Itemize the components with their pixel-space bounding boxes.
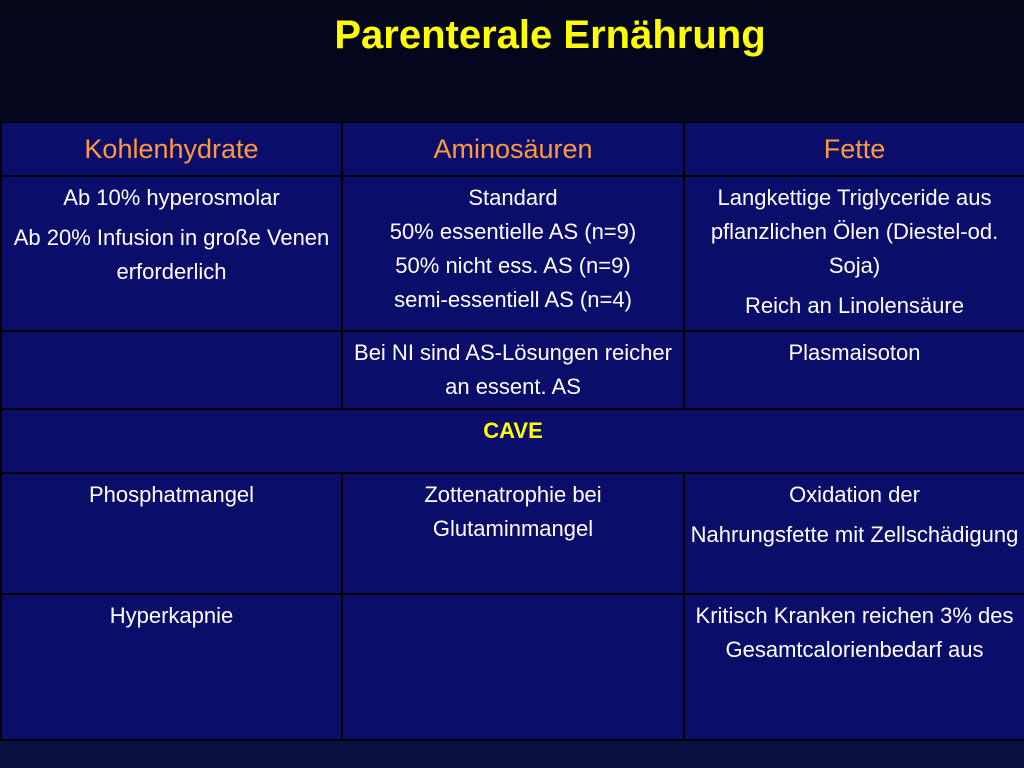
table-header-row <box>1 122 1024 176</box>
nutrition-table <box>0 121 1024 741</box>
cell-aminosaeuren-note: Bei NI sind AS-Lösungen reicher an essent. AS <box>342 331 684 409</box>
header-fette: Fette <box>684 122 1024 176</box>
cell-text: Reich an Linolensäure <box>745 293 964 318</box>
cell-text: Ab 10% hyperosmolar <box>63 185 280 210</box>
header-kohlenhydrate: Kohlenhydrate <box>1 122 342 176</box>
header-aminosaeuren: Aminosäuren <box>342 122 684 176</box>
slide-title: Parenterale Ernährung <box>334 13 766 57</box>
cell-fette-properties <box>684 176 1024 331</box>
cell-kohlenhydrate-properties <box>1 176 342 331</box>
cell-text: 50% essentielle AS (n=9) <box>389 219 637 244</box>
cell-text: Nahrungsfette mit Zellschädigung <box>690 522 1019 547</box>
table-row <box>1 473 1024 594</box>
cell-aminosaeuren-empty <box>342 594 684 740</box>
cell-fette-risk-2: Kritisch Kranken reichen 3% des Gesamtcalorienbedarf aus <box>684 594 1024 740</box>
cell-text: Ab 20% Infusion in große Venen erforderlich <box>13 225 330 284</box>
cell-kohlenhydrate-empty <box>1 331 342 409</box>
cell-text: Langkettige Triglyceride aus pflanzlichen Ölen (Diestel-od. Soja) <box>710 185 999 278</box>
table-row <box>1 594 1024 740</box>
cell-text: semi-essentiell AS (n=4) <box>394 287 632 312</box>
cell-text: Standard <box>468 185 558 210</box>
table-row <box>1 176 1024 331</box>
cell-fette-risk <box>684 473 1024 594</box>
cave-label: CAVE <box>1 409 1024 473</box>
table-row-cave <box>1 409 1024 473</box>
cell-fette-note: Plasmaisoton <box>684 331 1024 409</box>
cell-kohlenhydrate-risk-2: Hyperkapnie <box>1 594 342 740</box>
cell-aminosaeuren-risk: Zottenatrophie bei Glutaminmangel <box>342 473 684 594</box>
cell-kohlenhydrate-risk: Phosphatmangel <box>1 473 342 594</box>
table-row <box>1 331 1024 409</box>
cell-aminosaeuren-properties <box>342 176 684 331</box>
cell-text: 50% nicht ess. AS (n=9) <box>395 253 631 278</box>
cell-text: Oxidation der <box>789 482 920 507</box>
